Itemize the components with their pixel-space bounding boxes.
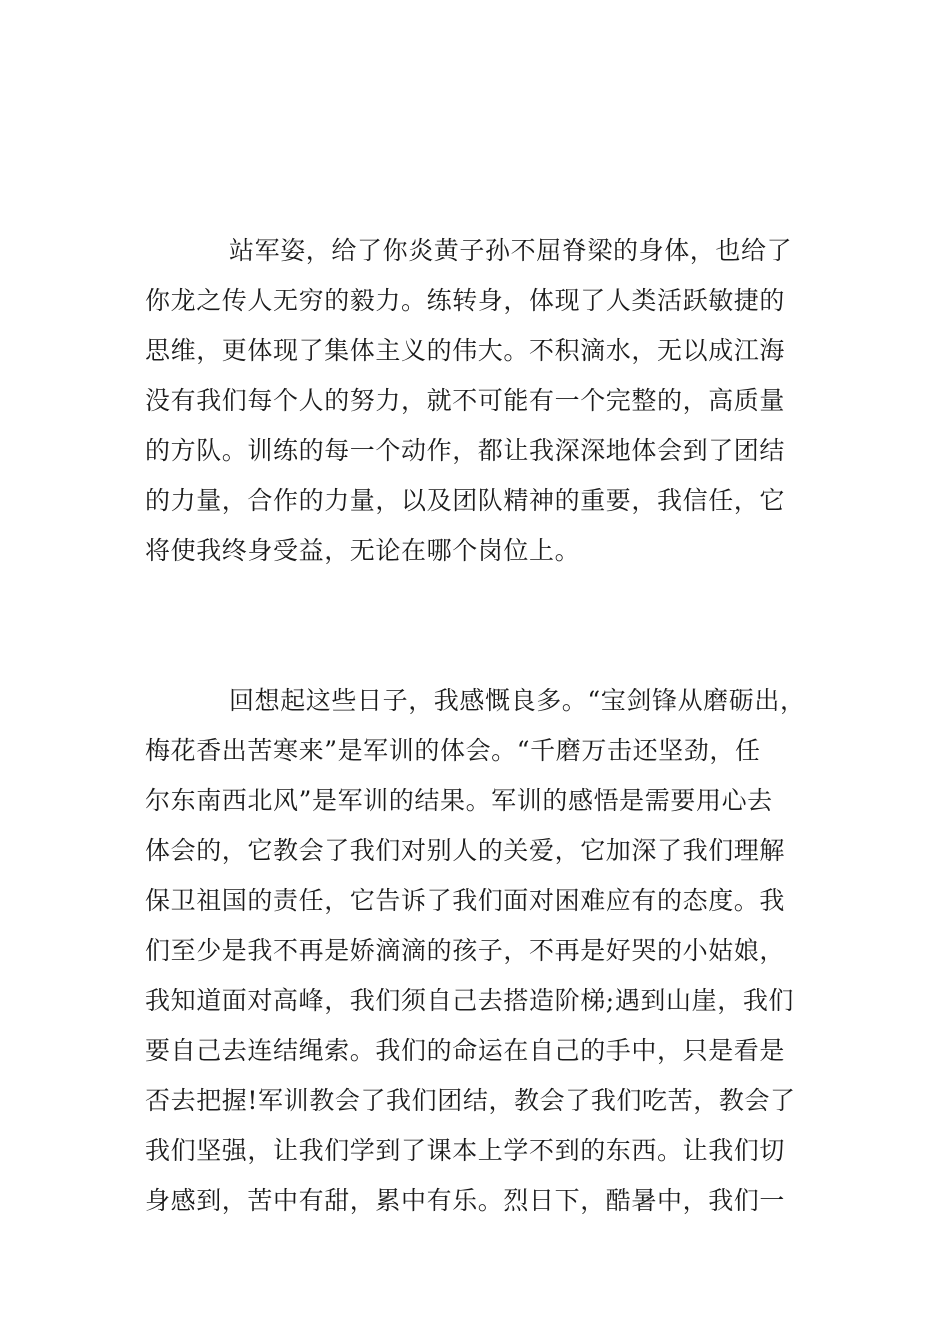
- text-line: 身感到，苦中有甜，累中有乐。烈日下，酷暑中，我们一: [145, 1186, 786, 1215]
- text-line: 梅花香出苦寒来”是军训的体会。“千磨万击还坚劲，任: [145, 736, 761, 765]
- paragraph-reflection: [145, 676, 825, 1226]
- text-line: 的力量，合作的力量，以及团队精神的重要，我信任，它: [145, 486, 786, 515]
- text-line: 回想起这些日子，我感慨良多。“宝剑锋从磨砺出，: [229, 686, 806, 715]
- text-line: 保卫祖国的责任，它告诉了我们面对困难应有的态度。我: [145, 886, 786, 915]
- text-line: 站军姿，给了你炎黄子孙不屈脊梁的身体，也给了: [229, 236, 793, 265]
- text-line: 没有我们每个人的努力，就不可能有一个完整的，高质量: [145, 386, 786, 415]
- text-line: 将使我终身受益，无论在哪个岗位上。: [145, 536, 581, 565]
- text-line: 们至少是我不再是娇滴滴的孩子，不再是好哭的小姑娘，: [145, 936, 786, 965]
- text-line: 思维，更体现了集体主义的伟大。不积滴水，无以成江海: [145, 336, 786, 365]
- text-line: 我们坚强，让我们学到了课本上学不到的东西。让我们切: [145, 1136, 786, 1165]
- text-line: 我知道面对高峰，我们须自己去搭造阶梯;遇到山崖，我们: [145, 986, 795, 1015]
- text-line: 否去把握!军训教会了我们团结，教会了我们吃苦，教会了: [145, 1086, 796, 1115]
- text-line: 体会的，它教会了我们对别人的关爱，它加深了我们理解: [145, 836, 786, 865]
- text-line: 尔东南西北风”是军训的结果。军训的感悟是需要用心去: [145, 786, 773, 815]
- paragraph-military-posture: [145, 226, 825, 576]
- text-line: 你龙之传人无穷的毅力。练转身，体现了人类活跃敏捷的: [145, 286, 786, 315]
- text-line: 要自己去连结绳索。我们的命运在自己的手中，只是看是: [145, 1036, 786, 1065]
- text-line: 的方队。训练的每一个动作，都让我深深地体会到了团结: [145, 436, 786, 465]
